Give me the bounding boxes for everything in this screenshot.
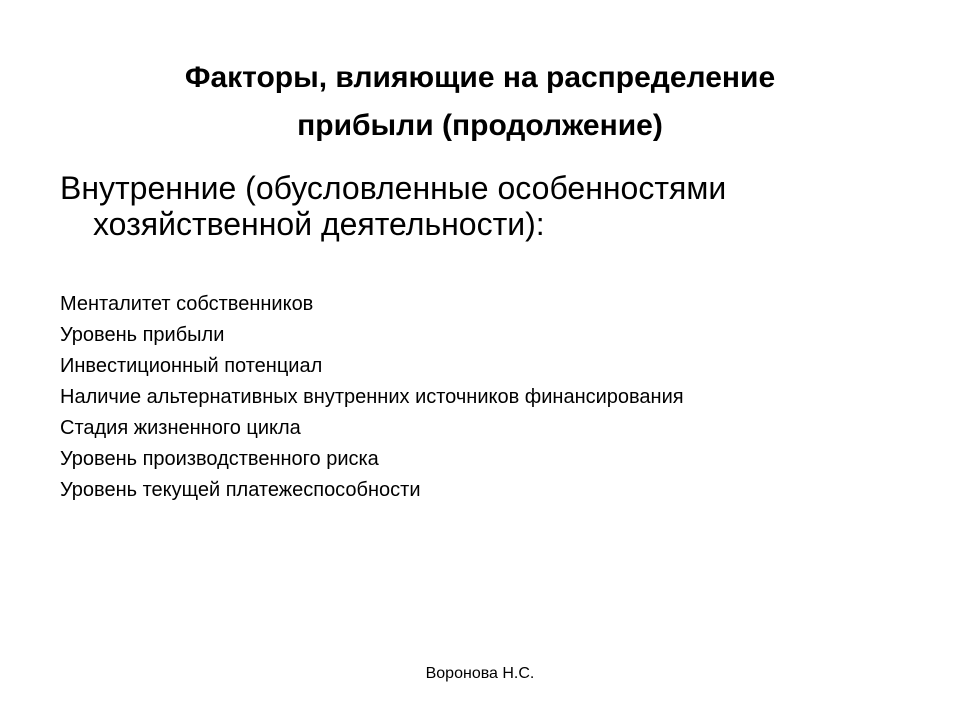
factor-item-alternative-financing: Наличие альтернативных внутренних источников финансирования	[60, 386, 684, 408]
internal-factors-heading	[60, 170, 900, 242]
factor-item-production-risk: Уровень производственного риска	[60, 448, 379, 470]
slide-title-line-1: Факторы, влияющие на распределение	[184, 61, 776, 94]
slide-title	[80, 54, 880, 150]
factor-item-current-solvency: Уровень текущей платежеспособности	[60, 479, 421, 501]
factor-item-profit-level: Уровень прибыли	[60, 324, 225, 346]
slide-title-line-2: прибыли (продолжение)	[297, 109, 663, 142]
factor-item-life-cycle-stage: Стадия жизненного цикла	[60, 417, 301, 439]
internal-factors-heading-line-1: Внутренние (обусловленные особенностями	[60, 170, 727, 206]
factor-item-mentality: Менталитет собственников	[60, 293, 314, 315]
factors-list	[60, 289, 920, 506]
factor-item-investment-potential: Инвестиционный потенциал	[60, 355, 323, 377]
internal-factors-heading-line-2: хозяйственной деятельности):	[93, 206, 545, 242]
author-footer: Воронова Н.С.	[425, 665, 535, 682]
